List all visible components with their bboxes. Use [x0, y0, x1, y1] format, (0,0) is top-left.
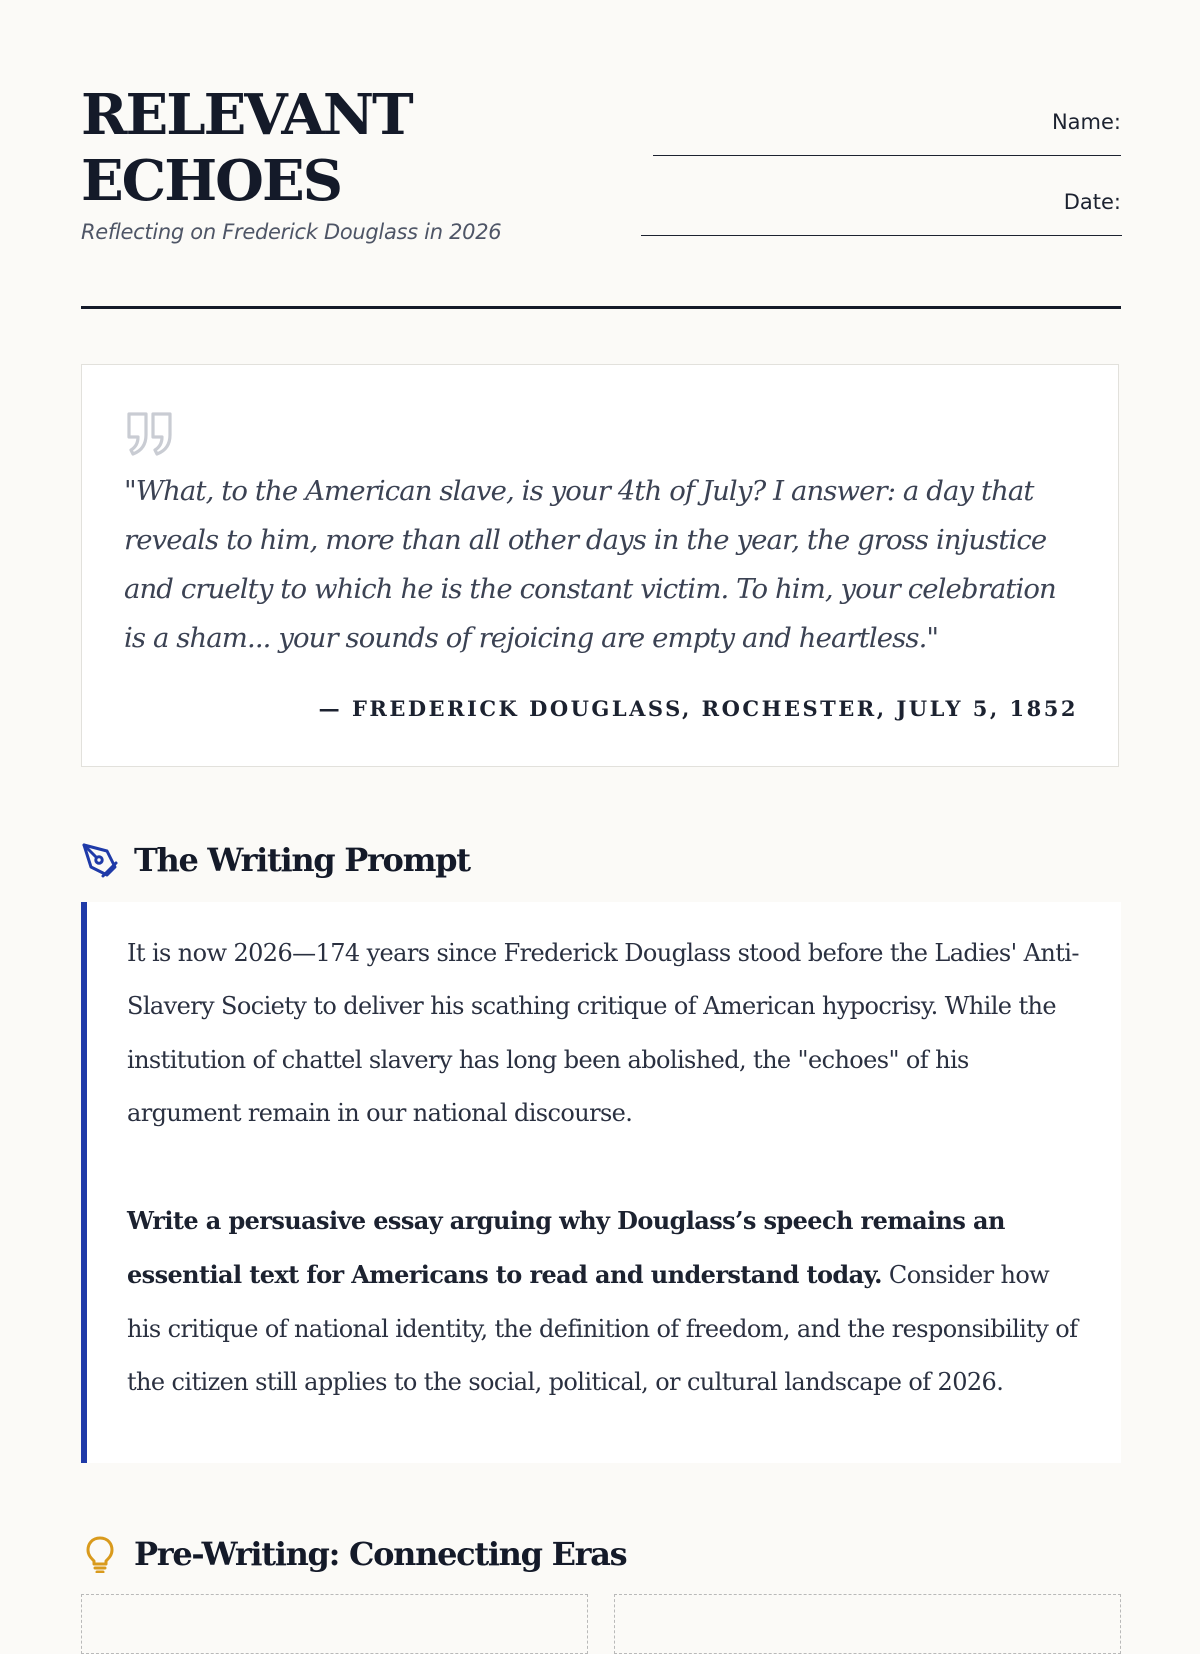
- prompt-task-bold: Write a persuasive essay arguing why Douglass’s speech remains an essential text for Americans to read and understand today.: [127, 1206, 1005, 1290]
- writing-prompt-card: [81, 902, 1121, 1463]
- pre-writing-title: Pre-Writing: Connecting Eras: [134, 1535, 627, 1573]
- pre-writing-box-left[interactable]: [81, 1594, 588, 1654]
- pre-writing-box-right[interactable]: [614, 1594, 1121, 1654]
- lightbulb-icon: [81, 1535, 119, 1573]
- douglass-quote: "What, to the American slave, is your 4th of July? I answer: a day that reveals to him, more than all other days in the year, the gross injustice and cruelty to which he is the constant victim. To him, your celebration is a sham... your sounds of rejoicing are empty and heartless.": [124, 475, 1056, 654]
- date-field[interactable]: [641, 187, 1121, 236]
- writing-prompt-heading: [81, 838, 470, 882]
- page-title: [81, 82, 641, 214]
- name-label: Name:: [1051, 110, 1121, 134]
- title-line-1: RELEVANT: [81, 82, 412, 148]
- writing-prompt-title: The Writing Prompt: [134, 841, 470, 879]
- prompt-context-paragraph: It is now 2026—174 years since Frederick Douglass stood before the Ladies' Anti-Slavery Society to deliver his scathing critique of American hypocrisy. While the institution of chattel slavery has long been abolished, the "echoes" of his argument remain in our national discourse.: [127, 939, 1079, 1127]
- header-divider: [81, 306, 1121, 309]
- quote-card: [81, 364, 1119, 767]
- title-line-2: ECHOES: [81, 148, 342, 214]
- date-label: Date:: [1063, 190, 1121, 214]
- prompt-task-detail: Consider how his critique of national identity, the definition of freedom, and the responsibility of the citizen still applies to the social, political, or cultural landscape of 2026.: [127, 1261, 1078, 1396]
- worksheet-page: [81, 0, 1121, 1600]
- pen-nib-icon: [81, 841, 119, 879]
- date-blank-line[interactable]: [641, 235, 1122, 236]
- prompt-task-paragraph: [127, 1194, 1087, 1409]
- page-subtitle: Reflecting on Frederick Douglass in 2026: [81, 220, 502, 244]
- pre-writing-heading: [81, 1532, 626, 1576]
- quote-attribution: — FREDERICK DOUGLASS, ROCHESTER, JULY 5, 1852: [318, 696, 1078, 721]
- name-blank-line[interactable]: [653, 155, 1121, 156]
- quote-icon: [126, 411, 174, 457]
- name-field[interactable]: [641, 107, 1121, 156]
- worksheet-header: [81, 82, 1121, 272]
